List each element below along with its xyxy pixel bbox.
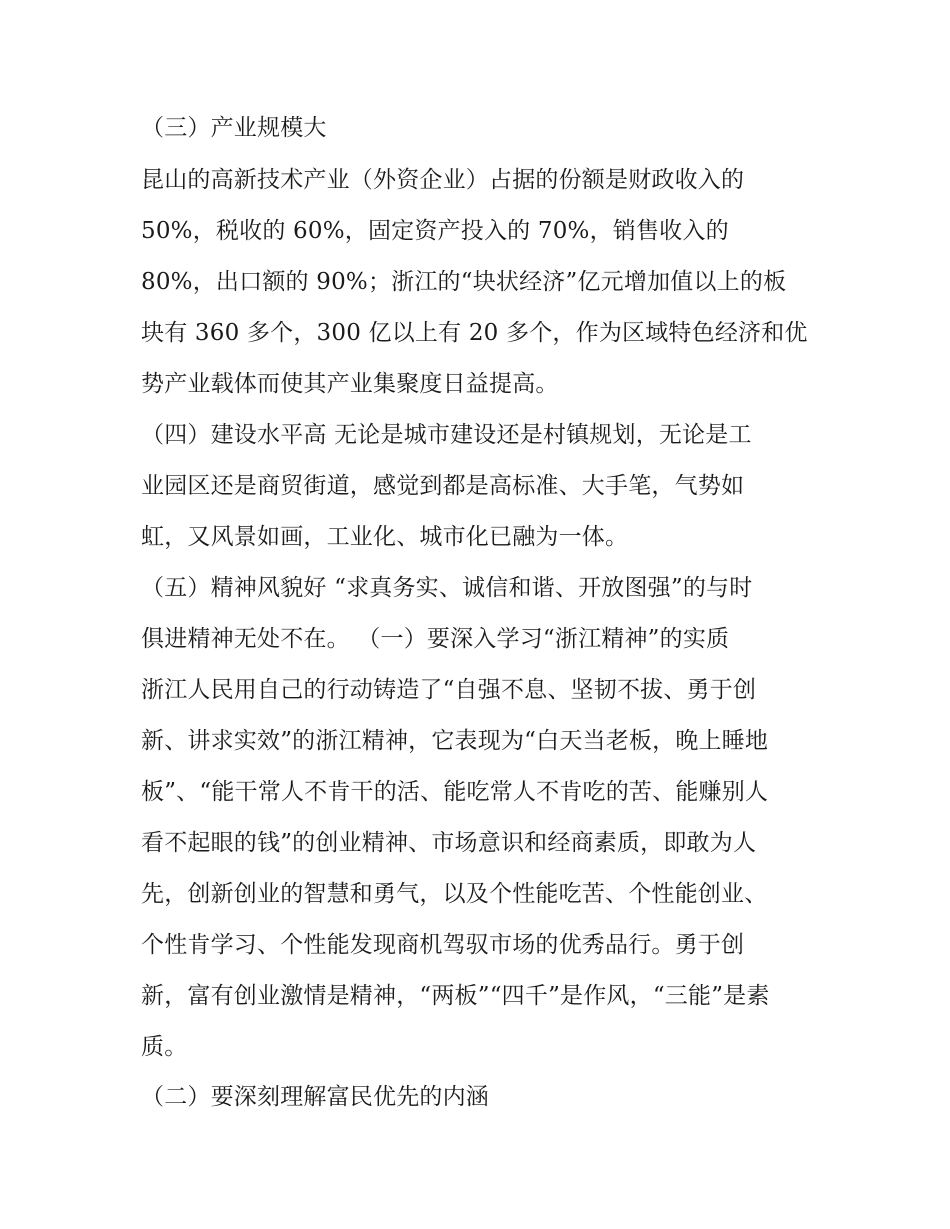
paragraph-line: 昆山的高新技术产业（外资企业）占据的份额是财政收入的 bbox=[141, 167, 745, 193]
section-heading-2: （二）要深刻理解富民优先的内涵 bbox=[141, 1084, 489, 1110]
paragraph-line: 质。 bbox=[141, 1034, 188, 1060]
paragraph-line: 业园区还是商贸街道，感觉到都是高标准、大手笔，气势如 bbox=[141, 473, 745, 499]
paragraph-line: 先，创新创业的智慧和勇气，以及个性能吃苦、个性能创业、 bbox=[141, 881, 768, 907]
paragraph-line: 看不起眼的钱”的创业精神、市场意识和经商素质，即敢为人 bbox=[141, 830, 757, 856]
paragraph-line: 新，富有创业激情是精神，“两板”“四千”是作风，“三能”是素 bbox=[141, 983, 770, 1009]
paragraph-line: 俱进精神无处不在。 （一）要深入学习“浙江精神”的实质 bbox=[141, 626, 730, 652]
paragraph-line: 80%，出口额的 90%；浙江的“块状经济”亿元增加值以上的板 bbox=[141, 269, 787, 295]
paragraph-line: 块有 360 多个，300 亿以上有 20 多个，作为区域特色经济和优 bbox=[141, 320, 808, 346]
paragraph-line: 新、讲求实效”的浙江精神，它表现为“白天当老板，晚上睡地 bbox=[141, 728, 769, 754]
paragraph-line: 个性肯学习、个性能发现商机驾驭市场的优秀品行。勇于创 bbox=[141, 932, 745, 958]
section-heading-5: （五）精神风貌好 “求真务实、诚信和谐、开放图强”的与时 bbox=[141, 575, 753, 601]
section-heading-3: （三）产业规模大 bbox=[141, 115, 327, 141]
paragraph-line: 浙江人民用自己的行动铸造了“自强不息、坚韧不拔、勇于创 bbox=[141, 677, 757, 703]
paragraph-line: 势产业载体而使其产业集聚度日益提高。 bbox=[141, 371, 559, 397]
paragraph-line: 50%，税收的 60%，固定资产投入的 70%，销售收入的 bbox=[141, 218, 729, 244]
paragraph-line: 虹，又风景如画，工业化、城市化已融为一体。 bbox=[141, 524, 629, 550]
section-heading-4: （四）建设水平高 无论是城市建设还是村镇规划，无论是工 bbox=[141, 422, 752, 448]
paragraph-line: 板”、“能干常人不肯干的活、能吃常人不肯吃的苦、能赚别人 bbox=[141, 779, 769, 805]
